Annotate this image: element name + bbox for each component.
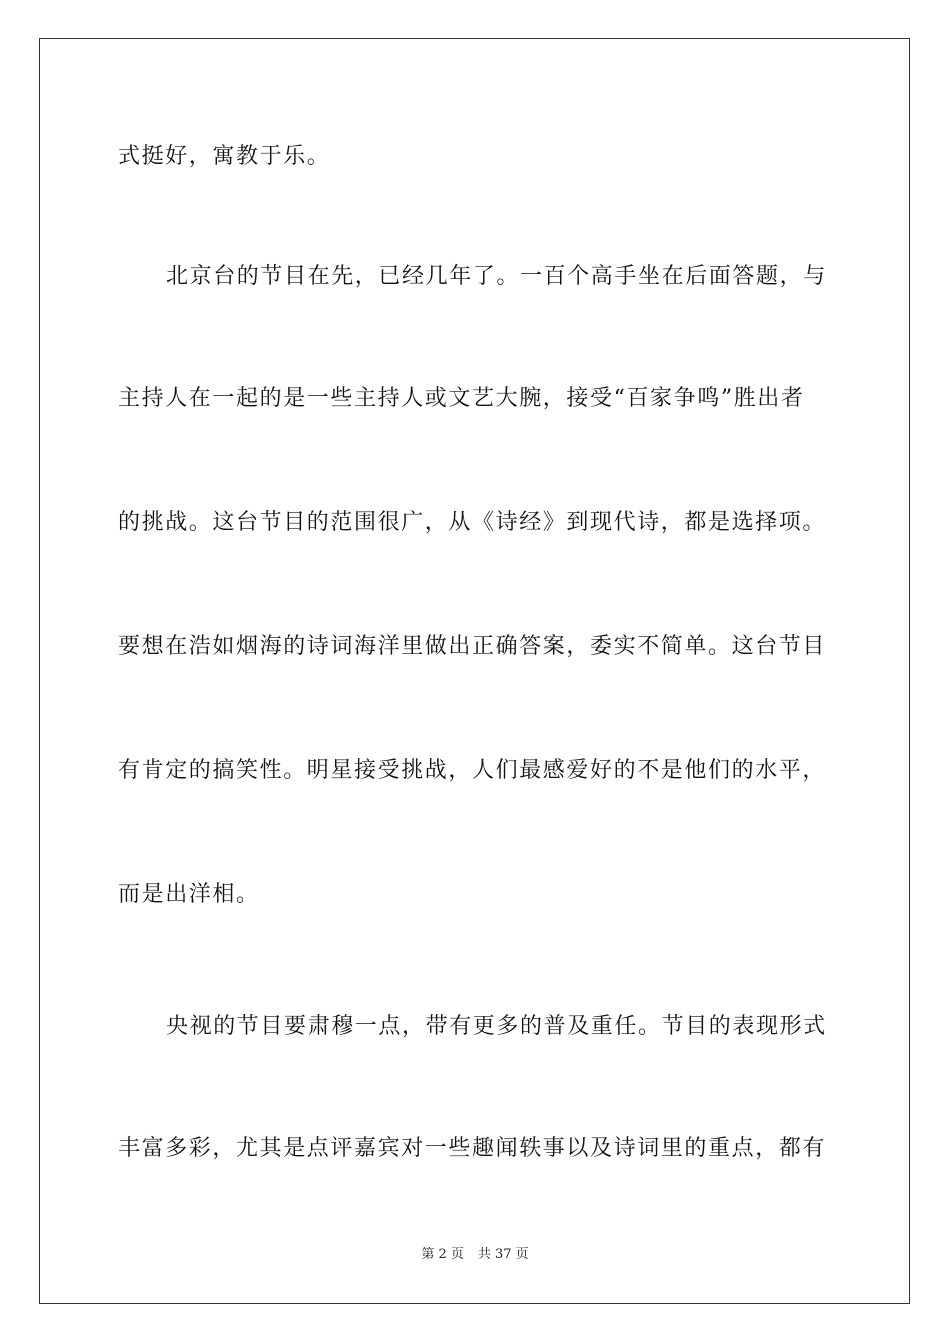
text-line: 式挺好，寓教于乐。 (118, 144, 331, 169)
page-total: 共 37 页 (477, 1247, 529, 1262)
page-footer (0, 1246, 950, 1264)
text-line: 的挑战。这台节目的范围很广，从《诗经》到现代诗，都是选择项。 (118, 510, 827, 535)
page-border (39, 38, 910, 1304)
text-line: 丰富多彩，尤其是点评嘉宾对一些趣闻轶事以及诗词里的重点，都有 (118, 1136, 827, 1161)
text-line: 央视的节目要肃穆一点，带有更多的普及重任。节目的表现形式 (166, 1014, 827, 1039)
text-line: 有肯定的搞笑性。明星接受挑战，人们最感爱好的不是他们的水平， (118, 758, 827, 783)
text-line: 而是出洋相。 (118, 882, 260, 907)
text-line: 要想在浩如烟海的诗词海洋里做出正确答案，委实不简单。这台节目 (118, 634, 827, 659)
text-line: 北京台的节目在先，已经几年了。一百个高手坐在后面答题，与 (166, 264, 827, 289)
page-number: 第 2 页 (421, 1247, 464, 1262)
text-line: 主持人在一起的是一些主持人或文艺大腕，接受“百家争鸣”胜出者 (118, 386, 805, 411)
